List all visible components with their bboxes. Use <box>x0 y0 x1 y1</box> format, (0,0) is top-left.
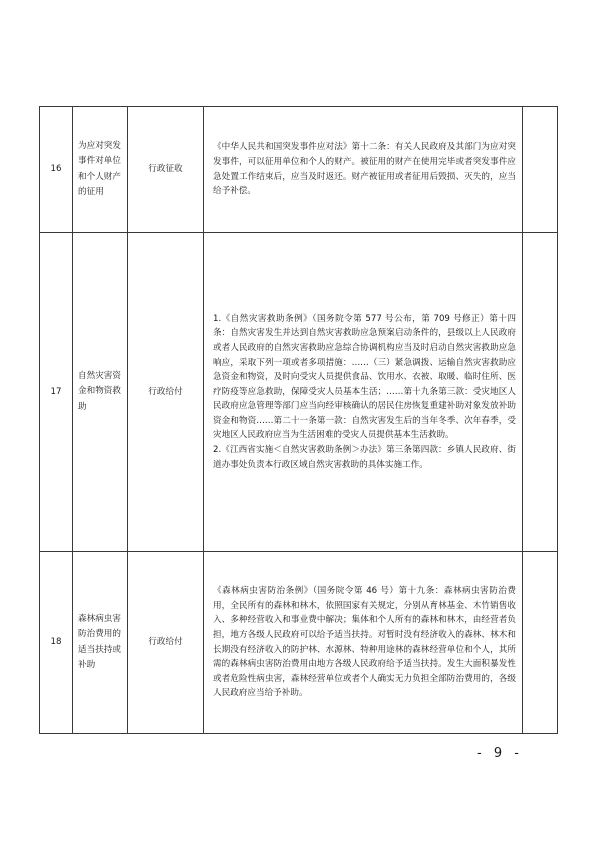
matter-name: 自然灾害资金和物资救助 <box>73 233 128 552</box>
row-index: 16 <box>40 107 73 233</box>
table-row <box>40 107 558 233</box>
legal-basis: 《森林病虫害防治条例》（国务院令第 46 号）第十九条：森林病虫害防治费用，全民所有的森林和林木，依照国家有关规定，分别从育林基金、木竹销售收入、多种经营收入和事业费中解决；集体和个人所有的森林和林木，由经营者负担，地方各级人民政府可以给予适当扶持。对暂时没有经济收入的森林、林木和长期没有经济收入的防护林、水源林、特种用途林的森林经营单位和个人，其所需的森林病虫害防治费用由地方各级人民政府给予适当扶持。发生大面积暴发性或者危险性病虫害，森林经营单位或者个人确实无力负担全部防治费用的，各级人民政府应当给予补助。 <box>204 552 523 734</box>
table-row <box>40 552 558 734</box>
blank-cell <box>523 552 558 734</box>
blank-cell <box>523 233 558 552</box>
matters-table <box>39 106 558 734</box>
row-index: 17 <box>40 233 73 552</box>
legal-basis: 1.《自然灾害救助条例》（国务院令第 577 号公布，第 709 号修正）第十四条：自然灾害发生并达到自然灾害救助应急预案启动条件的，县级以上人民政府或者人民政府的自然灾害救助应急综合协调机构应当及时启动自然灾害救助应急响应，采取下列一项或者多项措施：……（三）紧急调拨、运输自然灾害救助应急资金和物资，及时向受灾人员提供食品、饮用水、衣被、取暖、临时住所、医疗防疫等应急救助，保障受灾人员基本生活；……第十九条第三款：受灾地区人民政府应急管理等部门应当向经审核确认的居民住房恢复重建补助对象发放补助资金和物资……第二十一条第一款：自然灾害发生后的当年冬季、次年春季，受灾地区人民政府应当为生活困难的受灾人员提供基本生活救助。 2.《江西省实施＜自然灾害救助条例＞办法》第三条第四款：乡镇人民政府、街道办事处负责本行政区域自然灾害救助的具体实施工作。 <box>204 233 523 552</box>
matter-type: 行政给付 <box>128 233 204 552</box>
matter-type: 行政征收 <box>128 107 204 233</box>
legal-basis: 《中华人民共和国突发事件应对法》第十二条：有关人民政府及其部门为应对突发事件，可以征用单位和个人的财产。被征用的财产在使用完毕或者突发事件应急处置工作结束后，应当及时返还。财产被征用或者征用后毁损、灭失的，应当给予补偿。 <box>204 107 523 233</box>
page-number: - 9 - <box>477 746 523 761</box>
row-index: 18 <box>40 552 73 734</box>
table-row <box>40 233 558 552</box>
matter-name: 为应对突发事件对单位和个人财产的征用 <box>73 107 128 233</box>
matter-type: 行政给付 <box>128 552 204 734</box>
matter-name: 森林病虫害防治费用的适当扶持或补助 <box>73 552 128 734</box>
blank-cell <box>523 107 558 233</box>
